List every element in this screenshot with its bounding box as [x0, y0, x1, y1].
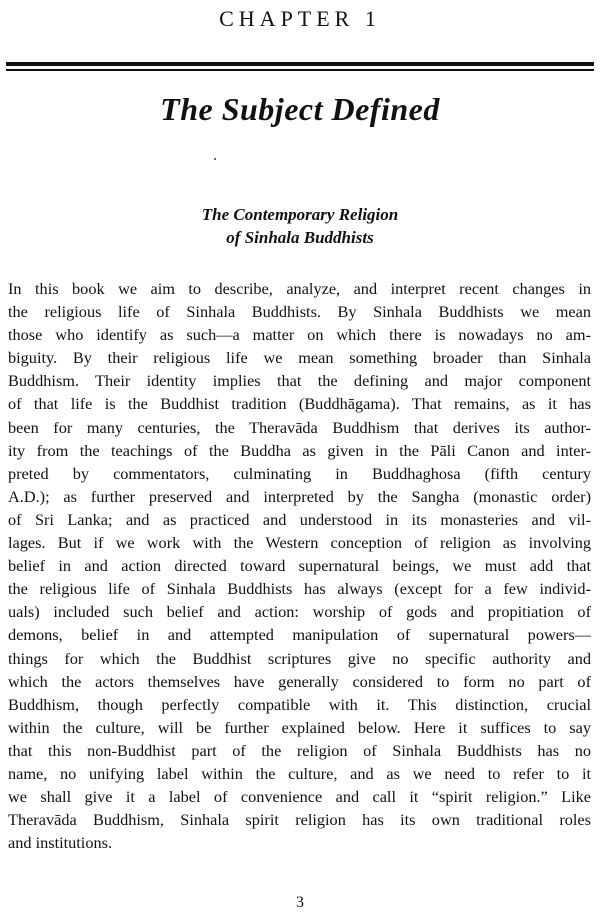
- body-line: of Sri Lanka; and as practiced and understood in its monasteries and vil-: [8, 509, 591, 529]
- body-line: which the actors themselves have generally considered to form no part of: [8, 671, 591, 691]
- body-line: uals) included such belief and action: worship of gods and propitiation of: [8, 602, 591, 622]
- body-line: Buddhism, though perfectly compatible with it. This distinction, crucial: [8, 694, 591, 714]
- body-paragraph: [8, 277, 591, 854]
- body-line: demons, belief in and attempted manipulation of supernatural powers—: [8, 625, 591, 645]
- body-line: preted by commentators, culminating in Buddhaghosa (fifth century: [8, 463, 591, 483]
- body-line: Buddhism. Their identity implies that the defining and major component: [8, 371, 591, 391]
- body-line: ity from the teachings of the Buddha as given in the Pāli Canon and inter-: [8, 440, 591, 460]
- chapter-title: The Subject Defined: [160, 91, 440, 127]
- body-line: belief in and action directed toward supernatural beings, we must add that: [8, 556, 591, 576]
- body-line: the religious life of Sinhala Buddhists. By Sinhala Buddhists we mean: [8, 302, 591, 322]
- body-line: of that life is the Buddhist tradition (Buddhāgama). That remains, as it has: [8, 394, 591, 414]
- body-line: name, no unifying label within the culture, and as we need to refer to it: [8, 763, 591, 783]
- chapter-label: CHAPTER 1: [219, 6, 381, 31]
- body-line: things for which the Buddhist scriptures give no specific authority and: [8, 648, 591, 668]
- body-line: those who identify as such—a matter on which there is nowadays no am-: [8, 325, 591, 345]
- body-line: A.D.); as further preserved and interpreted by the Sangha (monastic order): [8, 486, 591, 506]
- section-heading: [0, 203, 600, 249]
- body-line: that this non-Buddhist part of the religion of Sinhala Buddhists has no: [8, 740, 591, 760]
- body-line: within the culture, will be further explained below. Here it suffices to say: [8, 717, 591, 737]
- body-line: the religious life of Sinhala Buddhists has always (except for a few individ-: [8, 579, 591, 599]
- body-line: biguity. By their religious life we mean something broader than Sinhala: [8, 348, 591, 368]
- body-line: In this book we aim to describe, analyze, and interpret recent changes in: [8, 279, 591, 298]
- body-line: and institutions.: [8, 833, 113, 853]
- body-line: been for many centuries, the Theravāda Buddhism that derives its author-: [8, 417, 591, 437]
- section-heading-line-1: The Contemporary Religion: [201, 205, 399, 224]
- page-number: 3: [296, 894, 304, 911]
- body-line: lages. But if we work with the Western conception of religion as involving: [8, 533, 591, 553]
- print-speck: [214, 158, 216, 160]
- body-line: Theravāda Buddhism, Sinhala spirit religion has its own traditional roles: [8, 810, 591, 830]
- header-rule-thin: [6, 69, 594, 71]
- section-heading-line-2: of Sinhala Buddhists: [226, 228, 374, 247]
- header-rule-thick: [6, 62, 594, 66]
- body-line: we shall give it a label of convenience and call it “spirit religion.” Like: [8, 787, 591, 807]
